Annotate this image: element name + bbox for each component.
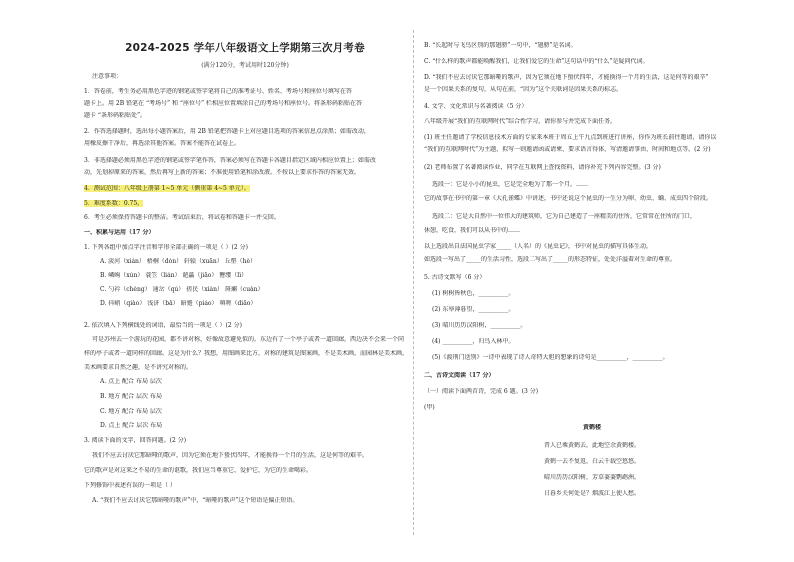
poem-line-3: 晴川历历汉阳树，芳草萋萋鹦鹉洲。: [543, 474, 640, 481]
q4-intro: 八年级开展“我们的互联网时代”综合性学习，请你参与并完成下面任务。: [424, 118, 617, 125]
question-3: 3. 阅读下面的文字，回答问题。(2 分): [84, 437, 187, 444]
q5-item-5: (5)《渡荆门送别》一诗中表现了诗人奇特大胆的想象的诗句是__________，__________。: [432, 354, 669, 361]
poem-line-2: 黄鹤一去不复返，白云千载空悠悠。: [543, 458, 640, 465]
question-1: 1. 下列各组中加点字注音和字形全部正确的一项是（ ）(2 分): [84, 244, 248, 251]
q4-excerpt-1b: 它的故事在书中的第一章《大孔雀蝶》中讲述，书中还说这个昆虫的一生分为卵、幼虫、蛹、成虫四个阶段。: [424, 195, 713, 202]
column-divider: [413, 30, 414, 535]
q4-excerpt-1a: 选段一：它是小小的昆虫，它是完全地为了那一个月，……: [432, 181, 589, 188]
notice-1b: 题卡上。用 2B 铅笔在 “考场号” 和 “座位号” 栏相应位置填涂自己的考场号和座位号。将条形码粘贴在答: [84, 100, 362, 107]
q3-option-c: C. “什么样的歌声都能唤醒我们，让我们爱它的生命”这句话中的“什么”是疑问代词。: [424, 58, 649, 65]
q2-option-d: D. 点上 配合 层次 布局: [100, 422, 163, 429]
exam-subtitle: (满分120分，考试用时120分钟): [201, 62, 289, 69]
q3-option-d-2: 是一个因果关系的复句，从句在前，“因为”这个关联词是因果关系的标志。: [424, 86, 623, 93]
q2-passage-1: 可是苏州去一个游玩的花园，都不讲对称，好像故意避免似的。东边有了一个亭子或者一道回廊，西边决不会来一个同: [92, 336, 405, 343]
poem-a-label: (甲): [424, 404, 435, 411]
q3-option-b: B. “长起时与飞鸟区别的那翅膀”一句中，“翅膀”是名词。: [424, 42, 577, 49]
poem-line-4: 日暮乡关何处是？烟波江上使人愁。: [543, 490, 640, 497]
notice-4-highlight: 4．测试范围：八年级上册第 1~5 单元（侧重第 4~5 单元）。: [84, 185, 250, 192]
q1-option-c: C. 勺衿（chéng） 通岔（qú） 搓民（xián） 斑斓（cuàn）: [100, 286, 264, 293]
notice-3b: 动，先划掉原来的答案，然后再写上新的答案；不准使用铅笔和涂改液。不按以上要求作答的答案无效。: [84, 169, 361, 176]
notice-2a: 2．作答选择题时，选出每小题答案后，用 2B 铅笔把答题卡上对应题目选项的答案信息点涂黑；如需改动，: [84, 128, 370, 135]
notice-5: [84, 200, 143, 208]
q3-option-d-1: D. “我们不应去讨厌它那暗哑的歌声，因为它须在地下蛰伏四年，才能换得一个月的生活，这是何等的艰辛”: [424, 74, 709, 81]
q5-item-1: (1) 树树皆秋色，__________。: [432, 290, 515, 297]
q3-option-a: A. “我们不应去讨厌它那暗哑的歌声”中，“暗哑的歌声”这个短语是偏正短语。: [92, 497, 299, 504]
q3-prompt: 下列修饰中表述有误的一项是（ ）: [84, 482, 176, 489]
q1-option-a: A. 淡河（xián） 梧桐（dòn） 轩辕（xuān） 丘壑（hè）: [100, 258, 257, 265]
q2-option-b: B. 地方 配合 层次 布局: [100, 393, 162, 400]
q4-task-1b: “我们的互联网时代”为主题，拟写一则邀请函或请柬，要求语言得体，写清邀请事由、时间和地点等。(2 分): [424, 146, 711, 153]
q4-excerpt-2b: 休憩，吃食，我们可以从书中的……: [424, 227, 521, 234]
notice-6: 6．考生必须保持答题卡的整洁。考试结束后，将试卷和答题卡一并交回。: [84, 214, 280, 221]
q4-task-2: (2) 老师布置了名著阅读作业，同学在互联网上查找资料，请你补充下列内容完整。(3 分): [424, 164, 661, 171]
question-2: 2. 依次填入下列横线处的词语，最恰当的一项是（ ）(2 分): [84, 322, 242, 329]
q2-option-c: C. 地方 配合 布局 层次: [100, 408, 162, 415]
notice-heading: 注意事项：: [92, 73, 123, 80]
q2-passage-3: 美术画要求自然之趣，是不讲究对称的。: [84, 364, 193, 371]
notice-5-highlight: 5．难度系数：0.75。: [84, 200, 144, 207]
q2-passage-2: 样的亭子或者一道同样的回廊。这是为什么？我想，用图画来比方，对称的建筑是图案画，不是美术画，而园林是美术画，: [84, 350, 409, 357]
poem-title: 黄鹤楼: [582, 424, 601, 431]
question-4: 4. 文学、文化常识与名著阅读（5 分）: [424, 103, 528, 110]
poem-line-1: 昔人已乘黄鹤去，此地空余黄鹤楼。: [543, 442, 640, 449]
q1-option-b: B. 嶙峋（xún） 蓑笠（lián） 葩藟（jiāo） 簪缨（lì）: [100, 272, 248, 279]
notice-3a: 3．非选择题必须用黑色字迹的钢笔或签字笔作答，答案必须写在答题卡各题目指定区域内相应位置上；如需改: [84, 157, 376, 164]
section-2-heading: 二、古诗文阅读（17 分）: [424, 372, 495, 379]
notice-1a: 1．答卷前，考生务必用黑色字迹的钢笔或签字笔将自己的准考证号、姓名、考场号和座位号填写在答: [84, 88, 352, 95]
q5-item-2: (2) 东皋薄暮望，__________。: [432, 306, 515, 313]
section-1-heading: 一、积累与运用（17 分）: [84, 229, 155, 236]
exam-title: 2024-2025 学年八年级语文上学期第三次月考卷: [125, 42, 365, 54]
q4-fill-2: 如选段一写出了_____的生活习性，选段二写出了_____的形态特征，处处洋溢着对生命的尊重。: [424, 256, 677, 263]
q3-passage-1: 我们不应去讨厌它那暗哑的歌声，因为它须在地下蛰伏四年，才能换得一个月的生活，这是何等的艰辛。: [92, 452, 369, 459]
notice-2b: 用橡皮擦干净后，再选涂其他答案。答案不能答在试卷上。: [84, 140, 241, 147]
section-2-sub-1: （一）阅读下面两首诗，完成 6 题。(3 分): [424, 388, 539, 395]
q4-task-1a: (1) 班主任邀请了学校信息技术方面的专家来本班于周五上午九点到班进行讲座，你作为班长前往邀请，请你以: [424, 134, 717, 141]
q3-passage-2: 它的歌声是对这来之不易的生命的讴歌，我们应当尊重它、爱护它，为它的生命喝彩。: [84, 467, 313, 474]
notice-1c: 题卡 “条形码粘贴处”。: [84, 112, 147, 119]
notice-4: [84, 185, 250, 193]
q5-item-3: (3) 晴川历历汉阳树，__________。: [432, 322, 527, 329]
question-5: 5. 古诗文默写（6 分）: [424, 274, 486, 281]
q4-fill-1: 以上选段出自法国昆虫学家_____（人名）的《昆虫记》，书中对昆虫的描写具体生动，: [424, 243, 653, 250]
q1-option-d: D. 抖峭（qiào） 浅济（bā） 暗蹙（piáo） 嗔嗟（diāo）: [100, 300, 257, 307]
q2-option-a: A. 点上 配合 布局 层次: [100, 378, 162, 385]
q4-excerpt-2a: 选段二：它是大自然中一位伟大的建筑师，它为自己建造了一座精美的住所，它常常在住所的门口，: [432, 213, 697, 220]
q5-item-4: (4) __________，归鸟入林中。: [432, 338, 515, 345]
